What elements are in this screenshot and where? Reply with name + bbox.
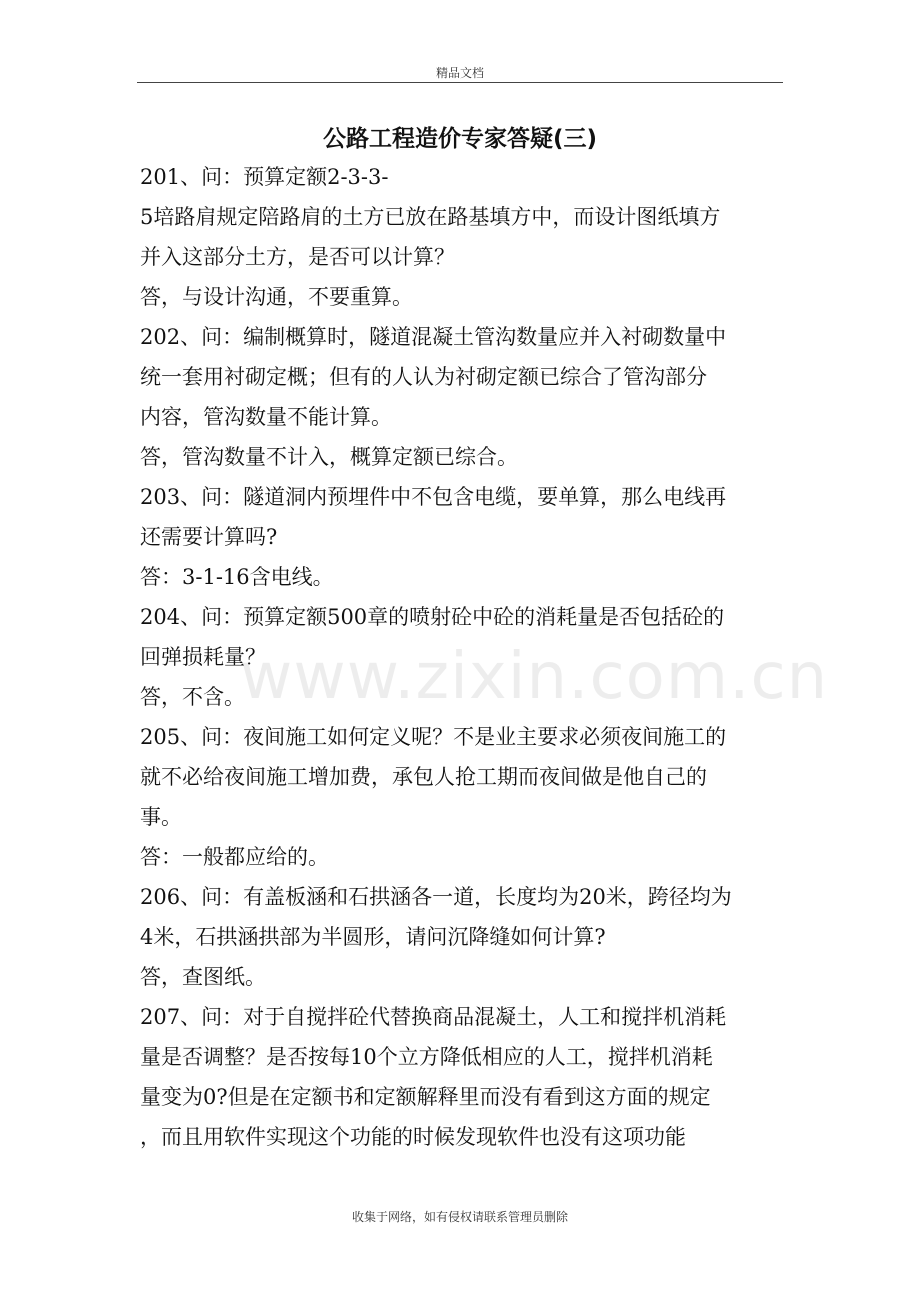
header-divider	[137, 82, 783, 83]
text-line: 统一套用衬砌定概；但有的人认为衬砌定额已综合了管沟部分	[140, 365, 707, 389]
page-header-label: 精品文档	[435, 66, 484, 80]
text-line: 量变为0?但是在定额书和定额解释里而没有看到这方面的规定	[140, 1085, 711, 1109]
text-line: ，而且用软件实现这个功能的时候发现软件也没有这项功能	[140, 1125, 686, 1149]
text-line: 答，与设计沟通，不要重算。	[140, 285, 413, 309]
text-line: 205、问：夜间施工如何定义呢？不是业主要求必须夜间施工的	[140, 725, 727, 749]
text-line: 答，管沟数量不计入，概算定额已综合。	[140, 445, 518, 469]
text-line: 就不必给夜间施工增加费，承包人抢工期而夜间做是他自己的	[140, 765, 707, 789]
text-line: 4米，石拱涵拱部为半圆形，请问沉降缝如何计算?	[140, 925, 606, 949]
text-line: 203、问：隧道洞内预埋件中不包含电缆，要单算，那么电线再	[140, 485, 727, 509]
text-line: 5培路肩规定陪路肩的土方已放在路基填方中，而设计图纸填方	[140, 205, 721, 229]
text-line: 207、问：对于自搅拌砼代替换商品混凝土，人工和搅拌机消耗	[140, 1005, 727, 1029]
text-line: 还需要计算吗?	[140, 525, 278, 549]
document-title: 公路工程造价专家答疑(三)	[322, 126, 598, 152]
text-line: 答：一般都应给的。	[140, 845, 329, 869]
page-footer-note: 收集于网络，如有侵权请联系管理员删除	[351, 1210, 568, 1224]
text-line: 内容，管沟数量不能计算。	[140, 405, 392, 429]
text-line: 事。	[140, 805, 182, 829]
text-line: 量是否调整？是否按每10个立方降低相应的人工，搅拌机消耗	[140, 1045, 713, 1069]
text-line: 并入这部分土方，是否可以计算？	[140, 245, 455, 269]
text-line: 答：3-1-16含电线。	[140, 565, 334, 589]
text-line: 回弹损耗量？	[140, 645, 266, 669]
text-line: 202、问：编制概算时，隧道混凝土管沟数量应并入衬砌数量中	[140, 325, 727, 349]
text-line: 答，查图纸。	[140, 965, 266, 989]
watermark: www.zixin.com.cn	[240, 640, 829, 714]
text-line: 206、问：有盖板涵和石拱涵各一道，长度均为20米，跨径均为	[140, 885, 732, 909]
text-line: 204、问：预算定额500章的喷射砼中砼的消耗量是否包括砼的	[140, 605, 725, 629]
text-line: 答，不含。	[140, 685, 245, 709]
text-line: 201、问：预算定额2-3-3-	[140, 165, 389, 189]
